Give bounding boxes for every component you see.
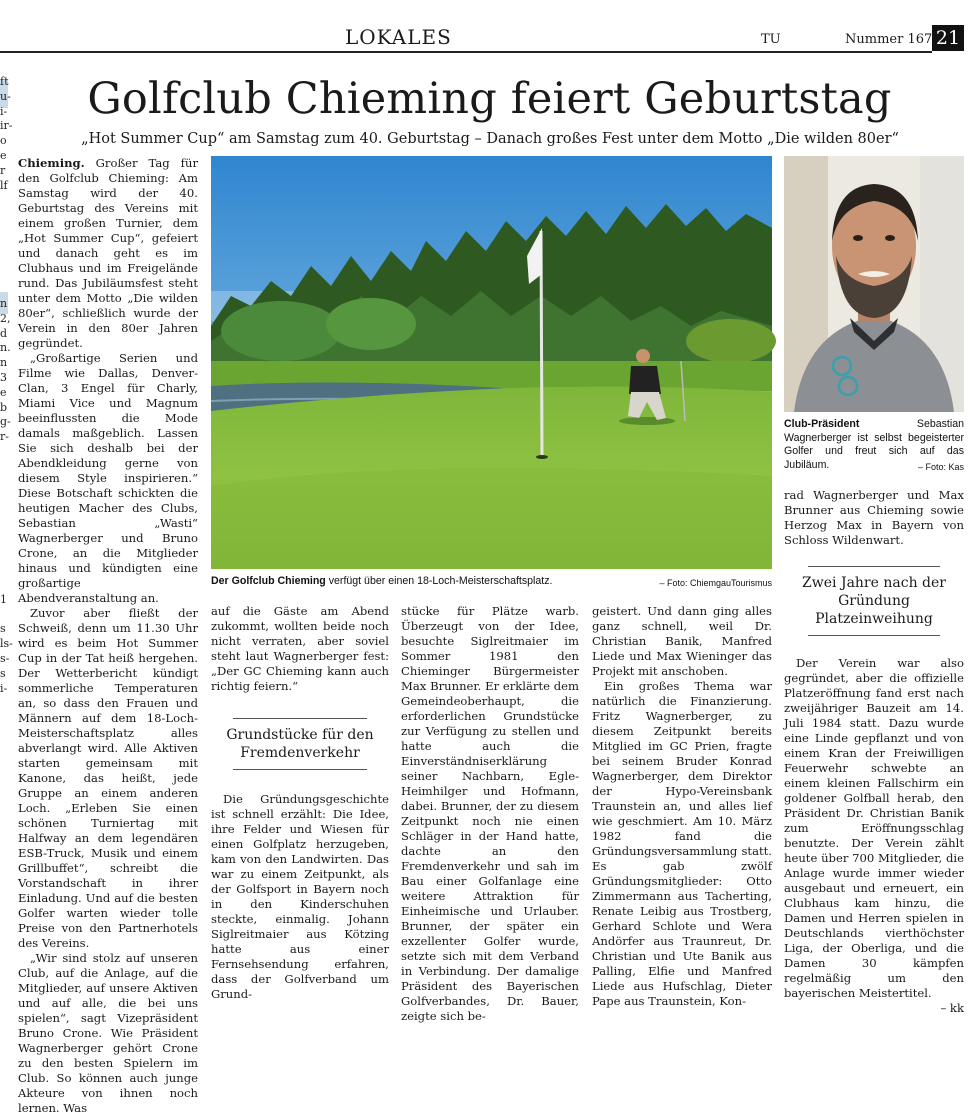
article-column-2	[211, 604, 389, 1001]
sliver-line: e	[0, 385, 7, 399]
headline: Golfclub Chieming feiert Geburtstag	[87, 74, 892, 124]
col1-paragraph-1-text: Großer Tag für den Golfclub Chieming: Am Samstag wird der 40. Geburtstag des Vereins mit einem großen Turnier, dem „Hot Summer Cup“, gefeiert und danach geht es im Clubhaus und im Freigelände rund. Das Jubiläumsfest steht unter dem Motto „Die wilden 80er“, schließlich wurde der Verein in den 80er Jahren gegründet.	[18, 156, 198, 350]
portrait-caption-bold: Club-Präsident	[784, 418, 860, 430]
article-column-1	[18, 156, 198, 1115]
section-label: LOKALES	[345, 25, 452, 49]
col5-paragraph-1: rad Wagnerberger und Max Brunner aus Chieming sowie Herzog Max in Bayern von Schloss Wildenwart.	[784, 488, 964, 547]
col2-section-rule-top	[233, 718, 367, 719]
col4-paragraph-2: Ein großes Thema war natürlich die Finanzierung. Fritz Wagnerberger, zu diesem Zeitpunkt bereits Mitglied im GC Prien, fragte bei seinem Bruder Konrad Wagnerberger, dem Direktor der Hypo-Vereinsbank Traunstein an, und alles lief wie geschmiert. Am 10. März 1982 fand die Gründungsversammlung statt. Es gab zwölf Gründungsmitglieder: Otto Zimmermann aus Tacherting, Renate Leibig aus Trostberg, Gerhard Schlote und Wera Andörfer aus Traunreut, Dr. Christian und Ute Banik aus Palling, Elfie und Manfred Liede aus Hufschlag, Dieter Pape aus Traunstein, Kon-	[592, 679, 772, 1008]
sliver-line: r	[0, 163, 6, 177]
col5-section-rule-top	[808, 566, 940, 567]
sliver-line: n	[0, 296, 8, 310]
col1-paragraph-4: „Wir sind stolz auf unseren Club, auf die Anlage, auf die Mitglieder, auf unsere Aktiven und auf alle, die bei uns spielen“, sagt Vizepräsident Bruno Crone. Wie Präsident Wagnerberger gehört Crone zu den besten Spielern im Club. So können auch junge Akteure von ihnen noch lernen. Was	[18, 951, 198, 1115]
issue-number: Nummer 167	[845, 32, 933, 47]
sliver-line: 1	[0, 592, 7, 606]
sliver-line	[0, 445, 9, 460]
sliver-line: s-	[0, 652, 10, 666]
sliver-line	[0, 770, 9, 785]
sliver-line	[0, 223, 9, 238]
sliver-line: d	[0, 326, 8, 340]
portrait-caption-text: Sebastian Wagnerberger ist selbst begeisterter Golfer und freut sich auf das Jubiläum.	[784, 418, 964, 471]
sliver-line	[0, 711, 9, 726]
sliver-line	[0, 489, 9, 504]
header-rule	[0, 51, 932, 53]
author-signature: – kk	[940, 1001, 964, 1015]
sliver-line: n	[0, 356, 8, 370]
page-header	[0, 0, 979, 52]
sliver-line	[0, 800, 9, 815]
sliver-line	[0, 504, 9, 519]
sliver-line: b	[0, 400, 8, 414]
col2-paragraph-2: Die Gründungsgeschichte ist schnell erzählt: Die Idee, ihre Felder und Wiesen für einen Golfplatz herzugeben, kam von den Landwirten. Das war zu einem Zeitpunkt, als der Golfsport in Bayern noch in den Kinderschuhen steckte, einmalig. Johann Siglreitmaier aus Kötzing hatte aus einer Fernsehsendung erfahren, dass der Golfverband um Grund-	[211, 792, 389, 1001]
sliver-line	[0, 563, 9, 578]
col1-paragraph-1	[18, 156, 198, 351]
golf-course-image	[211, 156, 772, 569]
sliver-line: e	[0, 148, 7, 162]
sliver-line: ir-	[0, 119, 13, 133]
sliver-line: o	[0, 134, 7, 148]
dateline: Chieming.	[18, 156, 85, 170]
main-photo-caption-bold: Der Golfclub Chieming	[211, 575, 326, 587]
col1-paragraph-3: Zuvor aber fließt der Schweiß, denn um 11.30 Uhr wird es beim Hot Summer Cup in der Tat heiß hergehen. Der Wetterbericht kündigt sommerliche Temperaturen an, so dass den Frauen und Männern auf dem 18-Loch-Meisterschaftsplatz alles abverlangt wird. Alle Aktiven starten gemeinsam mit Kanone, das heißt, jede Gruppe an einem anderen Loch. „Erleben Sie einen schönen Turniertag mit Halfway an dem legendären ESB-Truck, Musik und einem Grillbuffet“, schreibt die Vorstandschaft in ihrer Einladung. Und auf die besten Golfer warten wieder tolle Preise von den Partnerhotels des Vereins.	[18, 606, 198, 950]
sliver-line	[0, 608, 9, 623]
sliver-line: lf	[0, 178, 8, 192]
sliver-line	[0, 519, 9, 534]
sliver-line	[0, 208, 9, 223]
col3-paragraph-1: stücke für Plätze warb. Überzeugt von der Idee, besuchte Siglreitmaier im Sommer 1981 den Chieminger Bürgermeister Max Brunner. Er erklärte dem Gemeindeoberhaupt, die erforderlichen Grundstücke zur Verfügung zu stellen und hatte auch die Einverständniserklärung seiner Nachbarn, Egle-Heimhilger und Hofmann, dabei. Brunner, der zu diesem Zeitpunkt noch nie einen Schläger in der Hand hatte, dachte an den Fremdenverkehr und sah im Bau einer Golfanlage eine weitere Attraktion für Einheimische und Urlauber. Brunner, der später ein exzellenter Golfer wurde, setzte sich mit dem Verband in Verbindung. Der damalige Präsident des Bayerischen Golfverbandes, Dr. Bauer, zeigte sich be-	[401, 604, 579, 1023]
article-column-4	[592, 604, 772, 1008]
sliver-line	[0, 741, 9, 756]
main-photo-credit: – Foto: ChiemgauTourismus	[659, 578, 772, 588]
col2-section-rule-bottom	[233, 769, 367, 770]
sliver-line	[0, 578, 9, 593]
article-column-5	[784, 488, 964, 1015]
publication-label: TU	[761, 32, 781, 47]
col5-paragraph-2: Der Verein war also gegründet, aber die offizielle Platzeröffnung fand erst nach zweijähriger Bauzeit am 14. Juli 1984 statt. Dazu wurde eine Linde gepflanzt und von einem Kran der Freiwilligen Feuerwehr schwebte an einem kleinen Fallschirm ein goldener Golfball herab, den Präsident Dr. Christian Banik zum Eröffnungsschlag benutzte. Der Verein zählt heute über 700 Mitglieder, die Anlage wurde immer wieder ausgebaut und erneuert, ein Clubhaus kam hinzu, die Damen und Herren spielen in Deutschlands vierthöchster Liga, der Oberliga, und die Damen 30 kämpfen regelmäßig um den bayerischen Meistertitel.	[784, 656, 964, 1000]
sliver-line: g-	[0, 415, 11, 429]
col2-section-title: Grundstücke für den Fremdenverkehr	[226, 727, 374, 761]
sliver-line: s	[0, 622, 6, 636]
main-photo	[211, 156, 772, 569]
sliver-line	[0, 475, 9, 490]
sliver-line	[0, 267, 9, 282]
sliver-line: 2,	[0, 311, 11, 325]
col1-paragraph-2: „Großartige Serien und Filme wie Dallas, Denver-Clan, 3 Engel für Charly, Miami Vice und Magnum beeinflussten die Mode damals maßgeblich. Lassen Sie sich deshalb bei der Abendkleidung gerne von diesem Style inspirieren.“ Diese Botschaft schickten die heutigen Macher des Clubs, Sebastian „Wasti“ Wagnerberger und Bruno Crone, an die Mitglieder hinaus und kündigten eine großartige Abendveranstaltung an.	[18, 351, 198, 605]
sliver-line: r-	[0, 430, 9, 444]
portrait-credit: – Foto: Kas	[917, 462, 964, 472]
sliver-line	[0, 193, 9, 208]
sliver-line	[0, 282, 9, 297]
sliver-line: ft	[0, 75, 9, 88]
sliver-line	[0, 253, 9, 268]
sliver-line	[0, 238, 9, 253]
sliver-line	[0, 534, 9, 549]
president-portrait-image	[784, 156, 964, 412]
sliver-line: 3	[0, 370, 7, 384]
col4-paragraph-1: geistert. Und dann ging alles ganz schnell, weil Dr. Christian Banik, Manfred Liede und Max Wieninger das Projekt mit anschoben.	[592, 604, 772, 678]
sliver-line	[0, 785, 9, 800]
left-sliver-column	[0, 75, 13, 930]
article-column-3	[401, 604, 579, 1023]
portrait-photo	[784, 156, 964, 412]
subheadline: „Hot Summer Cup“ am Samstag zum 40. Geburtstag – Danach großes Fest unter dem Motto „Die wilden 80er“	[81, 131, 899, 147]
sliver-line: i-	[0, 681, 8, 695]
col5-section-rule-bottom	[808, 635, 940, 636]
sliver-line	[0, 726, 9, 741]
col2-paragraph-1: auf die Gäste am Abend zukommt, wollten beide noch nicht verraten, aber soviel steht laut Wagnerberger fest: „Der GC Chieming kann auch richtig feiern.“	[211, 604, 389, 693]
main-photo-caption-text: verfügt über einen 18-Loch-Meisterschaftsplatz.	[325, 575, 553, 587]
sliver-line	[0, 460, 9, 475]
sliver-line: n.	[0, 341, 11, 355]
col5-section-title: Zwei Jahre nach der Gründung Platzeinweihung	[802, 575, 946, 627]
sliver-line	[0, 549, 9, 564]
sliver-line: u-	[0, 89, 11, 103]
sliver-line: ls-	[0, 637, 13, 651]
sliver-line	[0, 756, 9, 771]
sliver-line	[0, 696, 9, 711]
sliver-line: i-	[0, 104, 8, 118]
page-number: 21	[932, 25, 964, 51]
main-photo-caption	[211, 575, 611, 589]
sliver-line: s	[0, 666, 6, 680]
